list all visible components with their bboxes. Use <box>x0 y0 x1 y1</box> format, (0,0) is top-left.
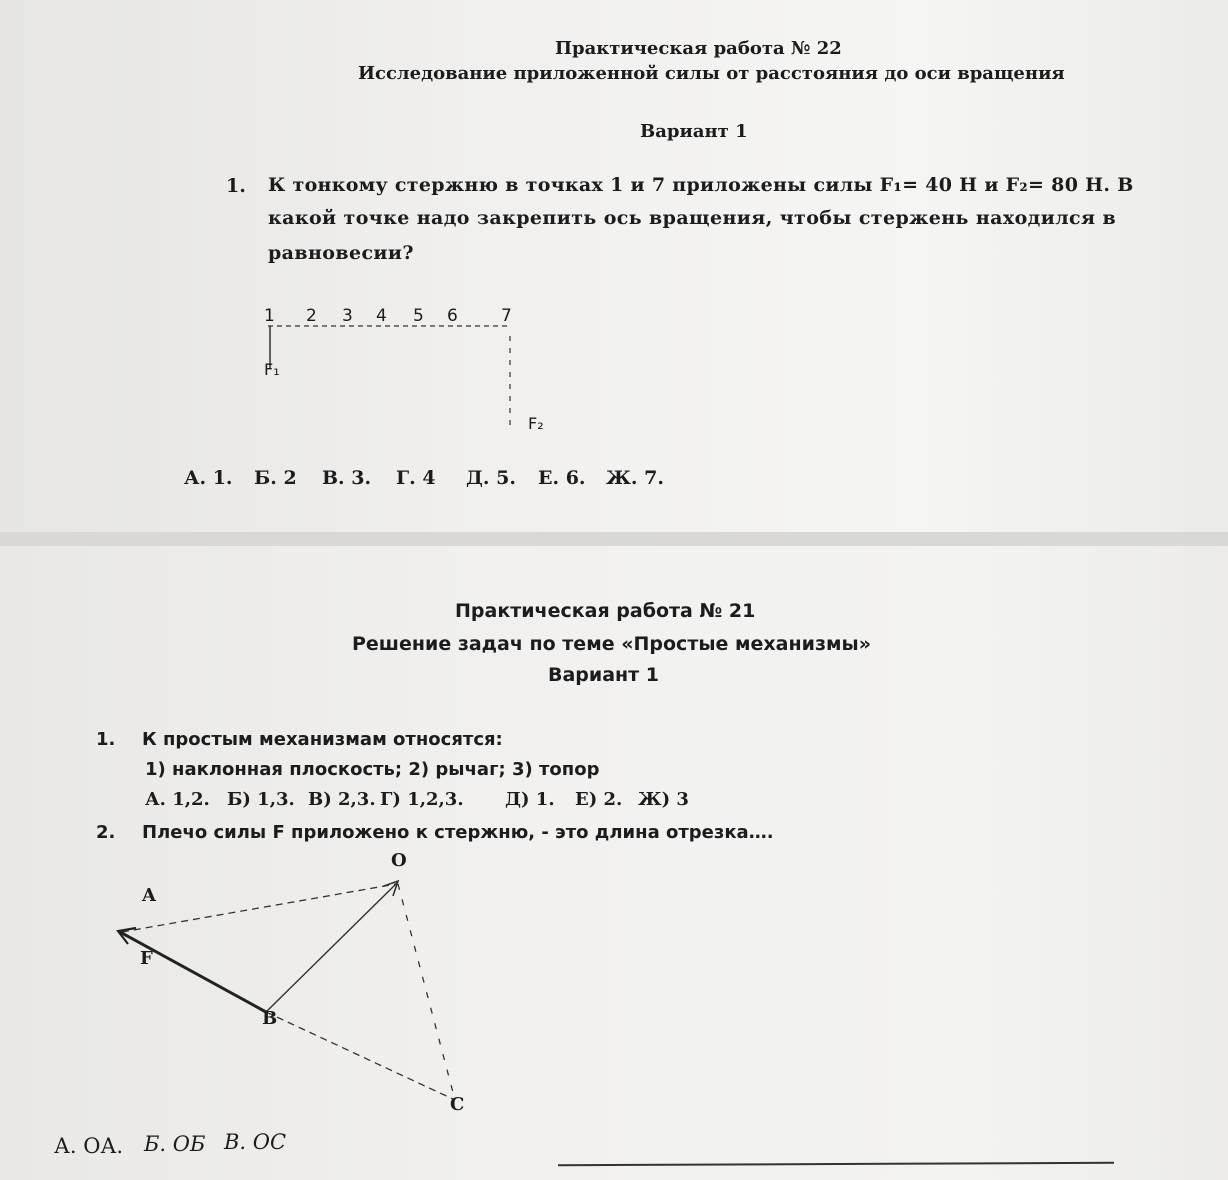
work22-subtitle: Исследование приложенной силы от расстояния до оси вращения <box>358 63 1065 84</box>
work21-q1-option-e: Е) 2. <box>575 789 623 810</box>
work21-q1-items: 1) наклонная плоскость; 2) рычаг; 3) топор <box>145 759 600 780</box>
work21-q2-number: 2. <box>96 822 116 843</box>
force-f-label: F <box>140 948 153 969</box>
work21-q1-option-zh: Ж) 3 <box>638 789 689 810</box>
work21-q1-option-v: В) 2,3. <box>308 789 376 810</box>
work21-q1-text: К простым механизмам относятся: <box>142 729 503 750</box>
work22-variant: Вариант 1 <box>640 121 748 142</box>
rod-point-4: 4 <box>376 306 387 326</box>
work22-q1-line1: К тонкому стержню в точках 1 и 7 приложены силы F₁= 40 Н и F₂= 80 Н. В <box>268 174 1134 196</box>
work22-answer-v: В. 3. <box>322 467 372 489</box>
force-f2-label: F₂ <box>528 414 544 433</box>
point-b-label: B <box>262 1008 278 1029</box>
work22-answer-a: А. 1. <box>184 467 233 489</box>
line-o-c <box>398 884 455 1100</box>
work21-answer-a: А. ОА. <box>54 1134 124 1158</box>
work21-subtitle: Решение задач по теме «Простые механизмы» <box>352 633 871 655</box>
work22-answer-g: Г. 4 <box>396 467 436 489</box>
work21-answer-v: В. ОС <box>224 1130 287 1154</box>
work21-title: Практическая работа № 21 <box>455 600 756 622</box>
work22-answer-b: Б. 2 <box>254 467 297 489</box>
rod-point-6: 6 <box>447 306 458 326</box>
work21-q1-option-d: Д) 1. <box>505 789 555 810</box>
rod-point-5: 5 <box>413 306 424 326</box>
work21-q1-option-a: А. 1,2. <box>145 789 210 810</box>
line-b-c <box>266 1012 455 1100</box>
line-b-o <box>266 882 398 1012</box>
rod-point-1: 1 <box>264 306 275 326</box>
force-f1-label: F₁ <box>264 360 280 379</box>
work21-q1-option-g: Г) 1,2,3. <box>380 789 464 810</box>
point-c-label: C <box>450 1094 465 1115</box>
rod-point-2: 2 <box>306 306 317 326</box>
work21-answer-b: Б. ОБ <box>144 1132 206 1156</box>
force-f-line <box>120 932 266 1012</box>
work21-q1-option-b: Б) 1,3. <box>227 789 295 810</box>
rod-point-7: 7 <box>501 306 512 326</box>
work22-q1-number: 1. <box>226 175 246 197</box>
work22-answer-d: Д. 5. <box>466 467 516 489</box>
point-a-label: A <box>142 885 156 906</box>
point-o-label: O <box>391 850 407 871</box>
work21-q2-text: Плечо силы F приложено к стержню, - это длина отрезка…. <box>142 822 774 843</box>
work22-answer-zh: Ж. 7. <box>606 467 664 489</box>
rod-point-3: 3 <box>342 306 353 326</box>
work21-q1-number: 1. <box>96 729 116 750</box>
work22-title: Практическая работа № 22 <box>555 38 842 59</box>
work21-variant: Вариант 1 <box>548 664 660 686</box>
work22-q1-line2: какой точке надо закрепить ось вращения, чтобы стержень находился в <box>268 207 1117 229</box>
work22-q1-line3: равновесии? <box>268 242 414 264</box>
work22-answer-e: Е. 6. <box>538 467 586 489</box>
